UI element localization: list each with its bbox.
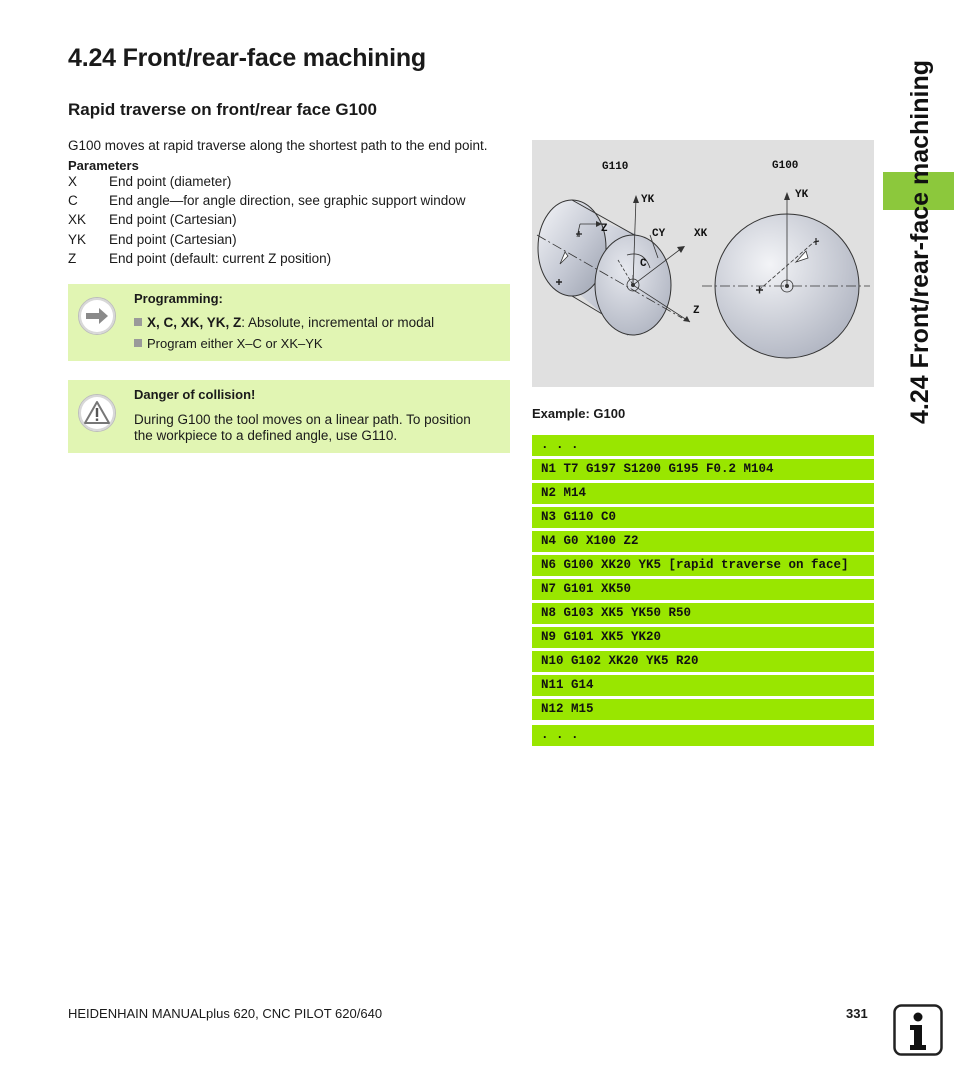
figure-label-z-top: Z	[601, 223, 608, 235]
code-line: N3 G110 C0	[532, 507, 874, 528]
chapter-side-tab[interactable]	[892, 52, 948, 432]
intro-text: G100 moves at rapid traverse along the shortest path to the end point.	[68, 138, 488, 153]
example-label: Example: G100	[532, 406, 626, 421]
figure-label-g110: G110	[602, 161, 629, 173]
figure-label-yk-right: YK	[795, 189, 809, 201]
warning-triangle-icon	[78, 394, 116, 432]
arrow-right-icon	[78, 297, 116, 335]
code-line: . . .	[532, 435, 874, 456]
programming-note-line-bold: X, C, XK, YK, Z	[147, 315, 242, 330]
danger-note-line: the workpiece to a defined angle, use G110.	[134, 428, 398, 443]
parameter-row	[68, 251, 331, 266]
danger-note-heading: Danger of collision!	[134, 387, 256, 402]
parameter-row	[68, 232, 237, 247]
code-line: . . .	[532, 725, 874, 746]
figure-label-g100: G100	[772, 160, 799, 172]
parameter-row	[68, 193, 465, 208]
code-line: N4 G0 X100 Z2	[532, 531, 874, 552]
code-line: N2 M14	[532, 483, 874, 504]
info-icon[interactable]	[893, 1004, 943, 1056]
code-line: N10 G102 XK20 YK5 R20	[532, 651, 874, 672]
parameter-key: C	[68, 193, 78, 208]
machining-diagram	[532, 140, 874, 387]
figure-label-c: C	[640, 258, 647, 270]
parameter-desc: End point (Cartesian)	[109, 212, 237, 227]
programming-note-line	[134, 315, 434, 330]
footer-text: HEIDENHAIN MANUALplus 620, CNC PILOT 620/640	[68, 1006, 383, 1021]
parameter-row	[68, 174, 231, 189]
danger-note	[68, 380, 510, 453]
page-title: 4.24 Front/rear-face machining	[68, 44, 427, 72]
parameter-desc: End point (default: current Z position)	[109, 251, 332, 266]
parameters-heading: Parameters	[68, 158, 139, 173]
programming-note-line-rest: : Absolute, incremental or modal	[241, 315, 435, 330]
parameter-key: Z	[68, 251, 77, 266]
code-line: N8 G103 XK5 YK50 R50	[532, 603, 874, 624]
code-line: N11 G14	[532, 675, 874, 696]
danger-note-line: During G100 the tool moves on a linear path. To position	[134, 412, 471, 427]
programming-note	[68, 284, 510, 361]
programming-note-line	[134, 336, 323, 351]
parameter-desc: End point (Cartesian)	[109, 232, 237, 247]
page-number: 331	[846, 1006, 868, 1021]
parameter-desc: End angle—for angle direction, see graphic support window	[109, 193, 466, 208]
figure-label-yk-left: YK	[641, 194, 655, 206]
parameter-desc: End point (diameter)	[109, 174, 232, 189]
programming-note-line-text: Program either X–C or XK–YK	[147, 336, 323, 351]
code-line: N12 M15	[532, 699, 874, 720]
programming-note-heading: Programming:	[134, 291, 223, 306]
code-line: N7 G101 XK50	[532, 579, 874, 600]
figure-label-z-bottom: Z	[693, 305, 700, 317]
parameter-key: YK	[68, 232, 87, 247]
chapter-side-tab-text: 4.24 Front/rear-face machining	[906, 59, 934, 424]
parameter-key: XK	[68, 212, 87, 227]
section-title: Rapid traverse on front/rear face G100	[68, 100, 377, 119]
code-line: N1 T7 G197 S1200 G195 F0.2 M104	[532, 459, 874, 480]
parameter-key: X	[68, 174, 78, 189]
figure-label-xk: XK	[694, 228, 708, 240]
code-line: N6 G100 XK20 YK5 [rapid traverse on face]	[532, 555, 874, 576]
code-line: N9 G101 XK5 YK20	[532, 627, 874, 648]
parameter-row	[68, 212, 237, 227]
figure-label-cy: CY	[652, 228, 666, 240]
